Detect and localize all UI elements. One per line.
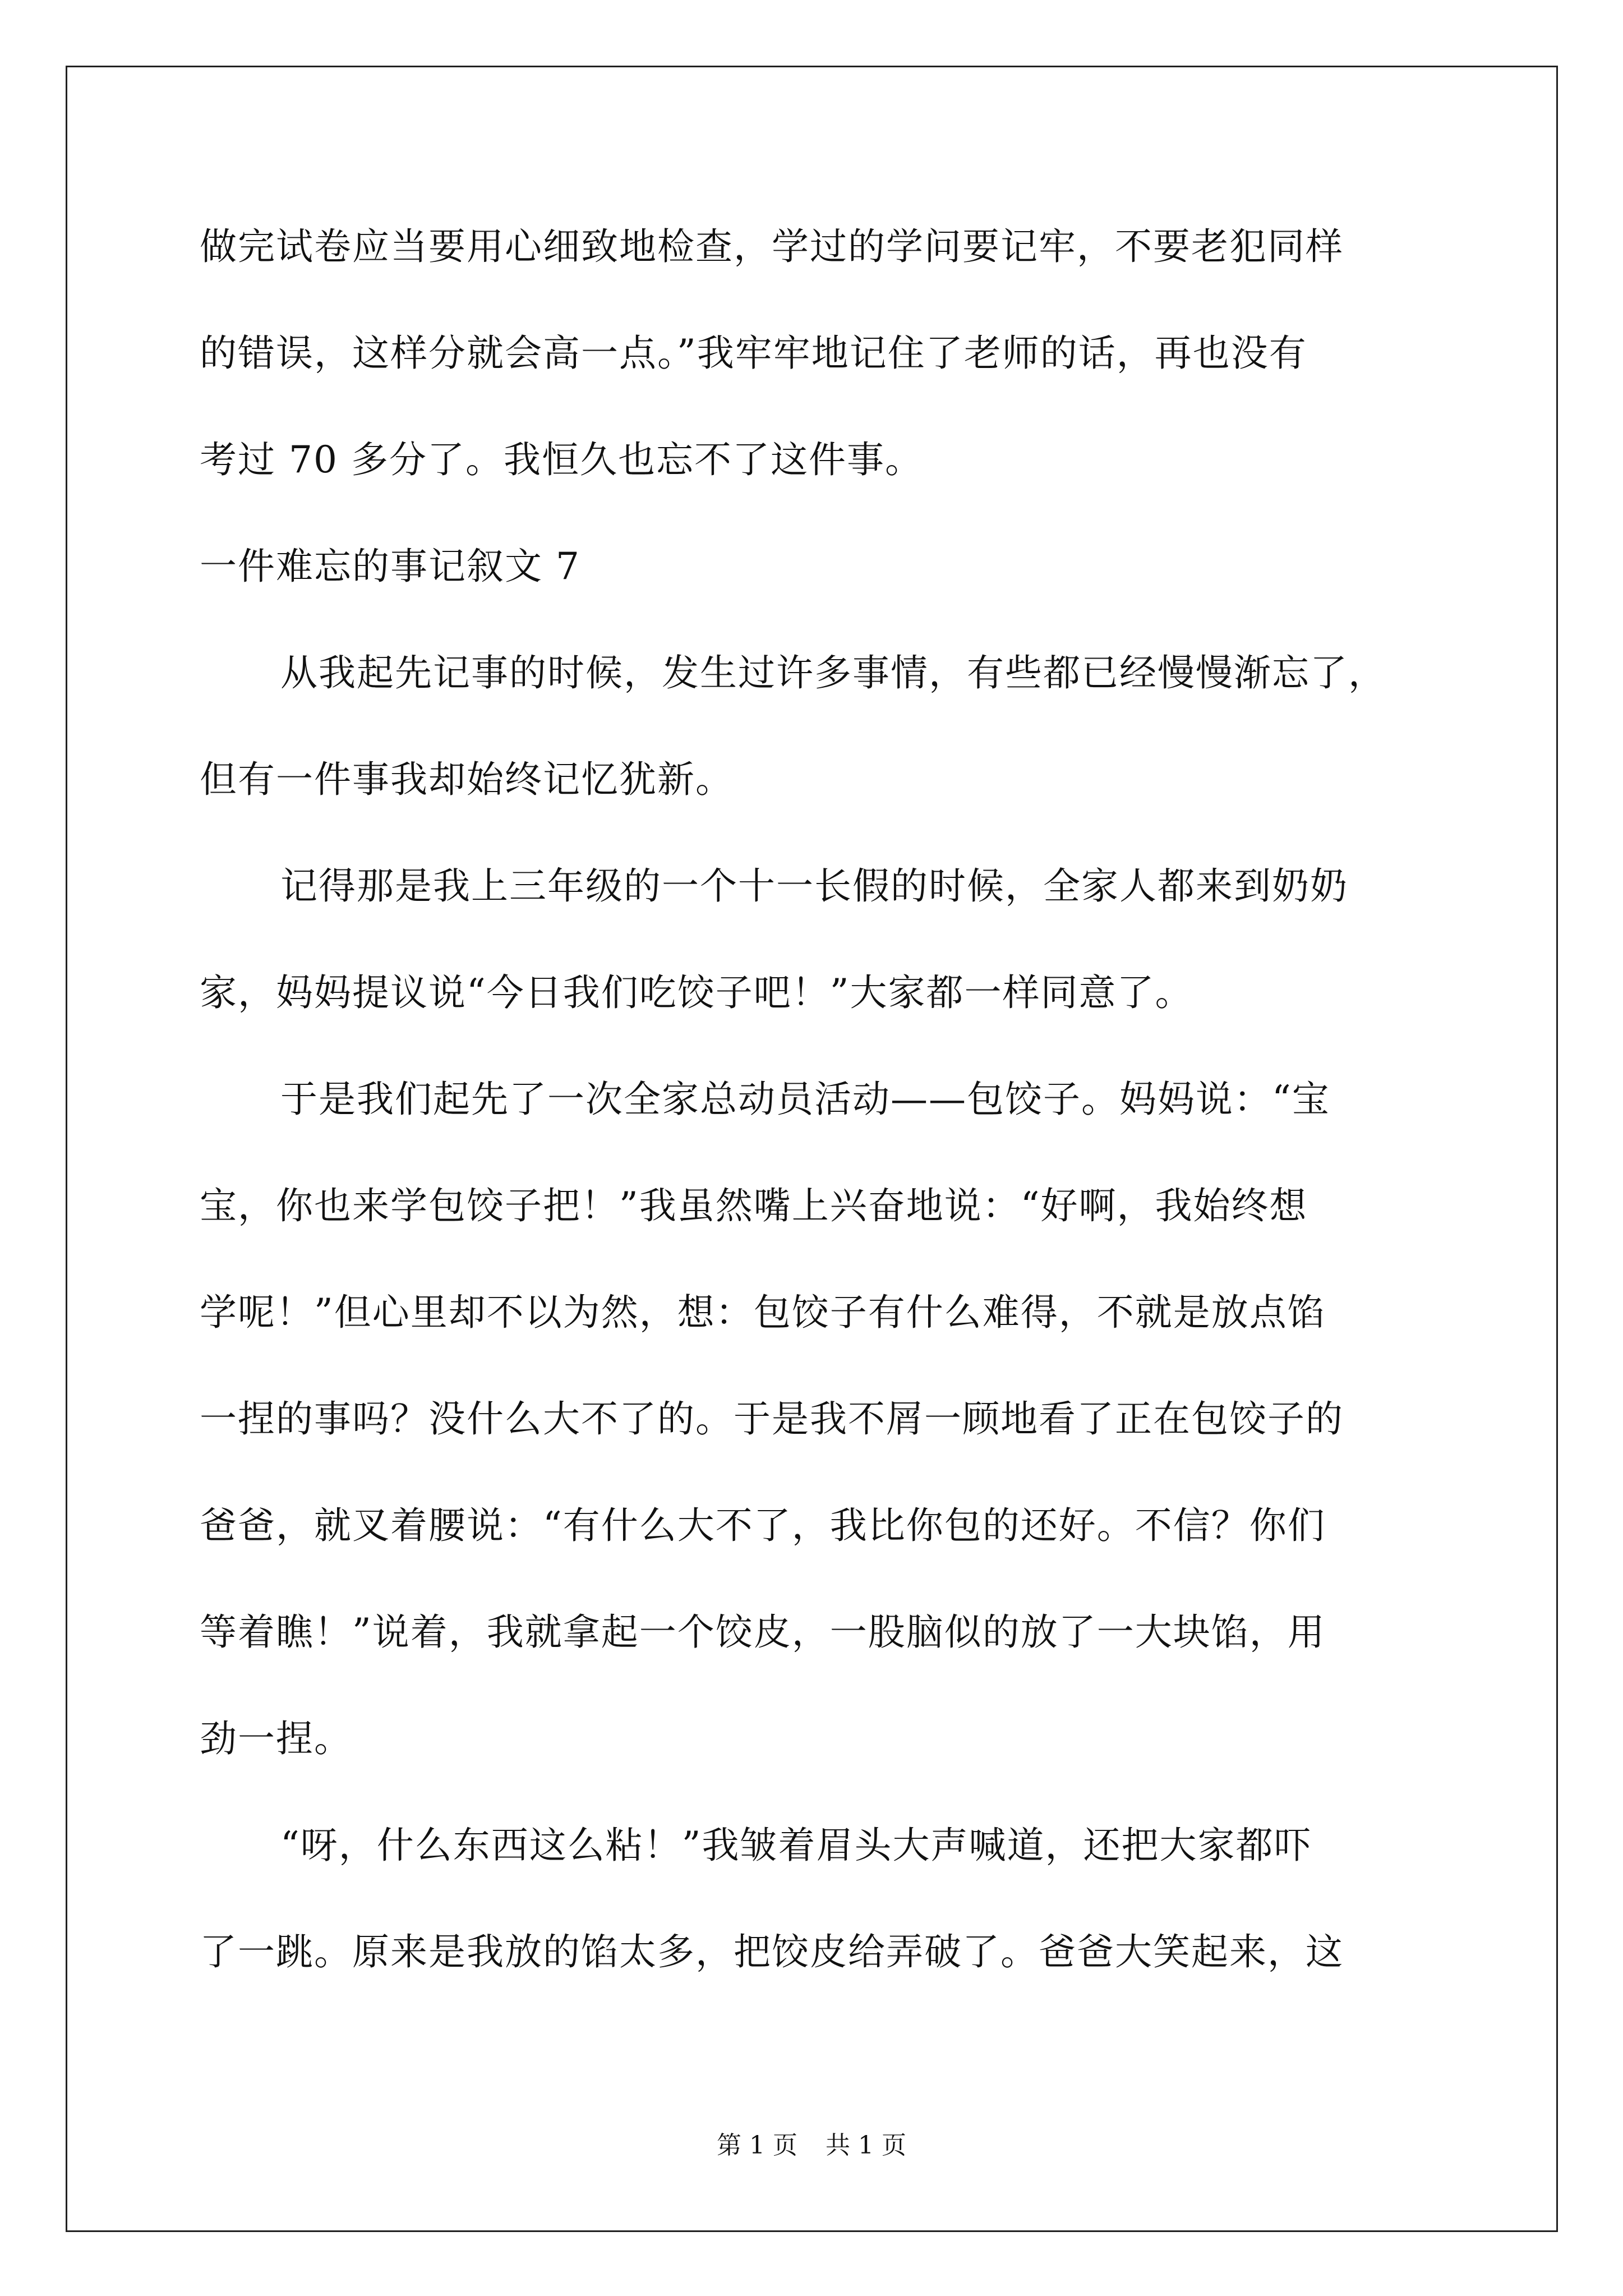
- text-line-3: 考过 70 多分了。我恒久也忘不了这件事。: [200, 438, 923, 481]
- page-border: [66, 66, 1558, 2232]
- text-line-13: 爸爸，就叉着腰说：“有什么大不了，我比你包的还好。不信？你们: [200, 1504, 1326, 1547]
- text-line-17: 了一跳。原来是我放的馅太多，把饺皮给弄破了。爸爸大笑起来，这: [200, 1930, 1344, 1973]
- text-line-8: 家，妈妈提议说“今日我们吃饺子吧！”大家都一样同意了。: [200, 971, 1193, 1014]
- text-line-11: 学呢！”但心里却不以为然，想：包饺子有什么难得，不就是放点馅: [200, 1291, 1326, 1334]
- text-line-6: 但有一件事我却始终记忆犹新。: [200, 758, 734, 801]
- text-line-10: 宝，你也来学包饺子把！”我虽然嘴上兴奋地说：“好啊，我始终想: [200, 1184, 1308, 1227]
- text-line-1: 做完试卷应当要用心细致地检查，学过的学问要记牢，不要老犯同样: [200, 225, 1344, 268]
- text-line-7: 记得那是我上三年级的一个十一长假的时候，全家人都来到奶奶: [280, 864, 1348, 908]
- section-heading: 一件难忘的事记叙文 7: [200, 545, 580, 588]
- page-footer: [0, 2130, 1623, 2161]
- page-total: 共 1 页: [826, 2131, 906, 2160]
- text-line-2: 的错误，这样分就会高一点。”我牢牢地记住了老师的话，再也没有: [200, 332, 1307, 375]
- text-line-14: 等着瞧！”说着，我就拿起一个饺皮，一股脑似的放了一大块馅，用: [200, 1611, 1326, 1654]
- text-line-5: 从我起先记事的时候，发生过许多事情，有些都已经慢慢渐忘了，: [280, 651, 1386, 694]
- page-number: 第 1 页: [717, 2131, 797, 2160]
- text-line-16: “呀，什么东西这么粘！”我皱着眉头大声喊道，还把大家都吓: [280, 1824, 1312, 1867]
- text-line-15: 劲一捏。: [200, 1717, 352, 1760]
- text-line-12: 一捏的事吗？没什么大不了的。于是我不屑一顾地看了正在包饺子的: [200, 1397, 1344, 1441]
- text-line-9: 于是我们起先了一次全家总动员活动——包饺子。妈妈说：“宝: [280, 1078, 1330, 1121]
